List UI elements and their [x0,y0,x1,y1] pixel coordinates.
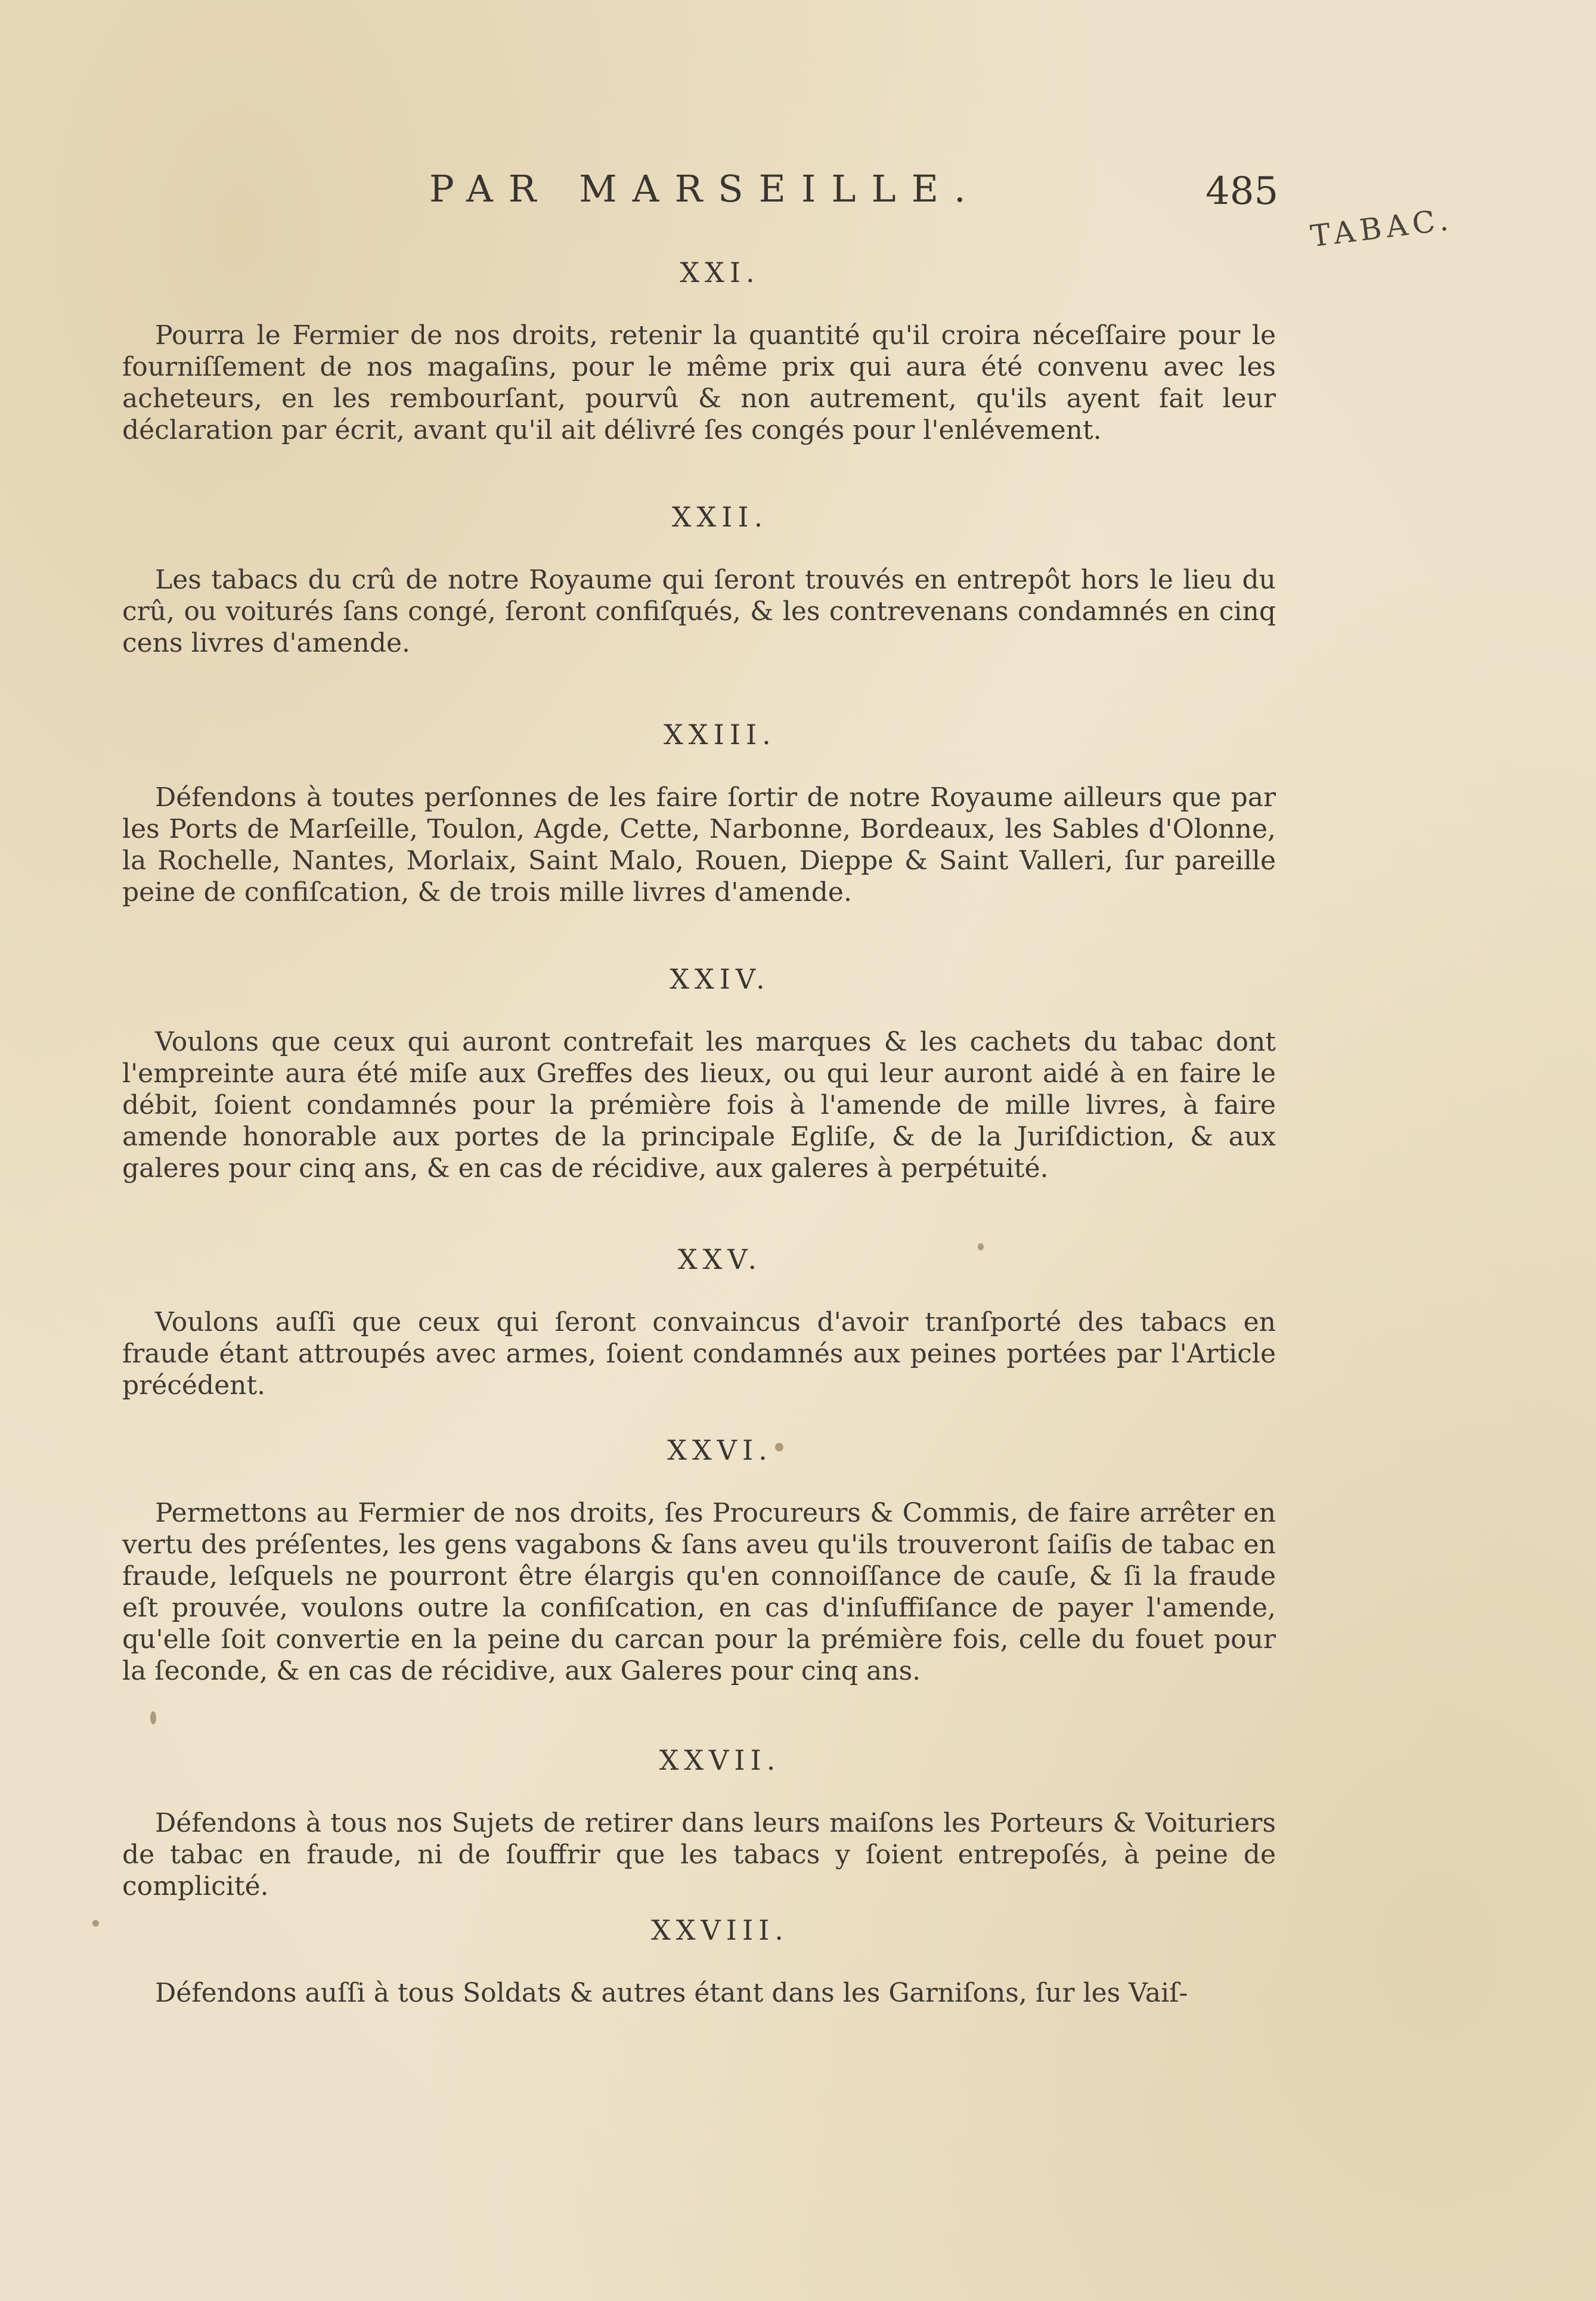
article-text: Les tabacs du crû de notre Royaume qui ſeront trouvés en entrepôt hors le lieu du crû, ou voiturés ſans congé, ſeront confiſqués, & les contrevenans condamnés en cinq cens livres d'amende. [122,565,1276,658]
article-number: XXI. [680,256,760,289]
article-28 [122,1914,1276,2009]
article-26 [122,1434,1276,1687]
ink-speck [978,1243,984,1250]
article-24 [122,963,1276,1184]
article-number: XXII. [671,501,768,533]
article-text: Défendons à tous nos Sujets de retirer dans leurs maiſons les Porteurs & Voituriers de tabac en fraude, ni de ſouffrir que les tabacs y ſoient entrepoſés, à peine de complicité. [122,1808,1276,1902]
article-text: Pourra le Fermier de nos droits, retenir la quantité qu'il croira néceſſaire pour le fourniſſement de nos magaſins, pour le même prix qui aura été convenu avec les acheteurs, en les rembourſant, pourvû & non autrement, qu'ils ayent fait leur déclaration par écrit, avant qu'il ait délivré ſes congés pour l'enlévement. [122,320,1276,445]
article-text: Permettons au Fermier de nos droits, ſes Procureurs & Commis, de faire arrêter en vertu des préſentes, les gens vagabons & ſans aveu qu'ils trouveront ſaiſis de tabac en fraude, leſquels ne pourront être élargis qu'en connoiſſance de cauſe, & ſi la fraude eſt prouvée, voulons outre la confiſcation, en cas d'inſuffiſance de payer l'amende, qu'elle ſoit convertie en la peine du carcan pour la prémière fois, celle du fouet pour la ſeconde, & en cas de récidive, aux Galeres pour cinq ans. [122,1498,1276,1686]
article-number: XXVII. [659,1744,781,1776]
running-title: PAR MARSEILLE. [429,167,981,210]
article-number: XXVI. [667,1434,773,1466]
article-text: Voulons que ceux qui auront contrefait les marques & les cachets du tabac dont l'empreinte aura été miſe aux Greffes des lieux, ou qui leur auront aidé à en faire le débit, ſoient condamnés pour la prémière fois à l'amende de mille livres, à faire amende honorable aux portes de la principale Egliſe, & de la Juriſdiction, & aux galeres pour cinq ans, & en cas de récidive, aux galeres à perpétuité. [122,1027,1276,1184]
ink-speck [150,1711,156,1724]
article-27 [122,1744,1276,1902]
article-number: XXVIII. [651,1914,789,1946]
ink-speck [92,1920,99,1927]
article-21 [122,256,1276,446]
ink-speck [775,1443,783,1451]
page-number: 485 [1205,169,1279,213]
article-text: Voulons auſſi que ceux qui ſeront convaincus d'avoir tranſporté des tabacs en fraude étant attroupés avec armes, ſoient condamnés aux peines portées par l'Article précédent. [122,1307,1276,1401]
article-text: Défendons à toutes perſonnes de les faire ſortir de notre Royaume ailleurs que par les Ports de Marſeille, Toulon, Agde, Cette, Narbonne, Bordeaux, les Sables d'Olonne, la Rochelle, Nantes, Morlaix, Saint Malo, Rouen, Dieppe & Saint Valleri, ſur pareille peine de confiſcation, & de trois mille livres d'amende. [122,782,1276,908]
article-number: XXV. [677,1243,763,1275]
article-22 [122,501,1276,659]
margin-note: TABAC. [1309,202,1455,254]
article-number: XXIV. [670,963,770,995]
article-number: XXIII. [664,719,776,751]
article-text: Défendons auſſi à tous Soldats & autres étant dans les Garniſons, ſur les Vaiſ- [155,1978,1188,2008]
article-23 [122,719,1276,908]
article-25 [122,1243,1276,1401]
